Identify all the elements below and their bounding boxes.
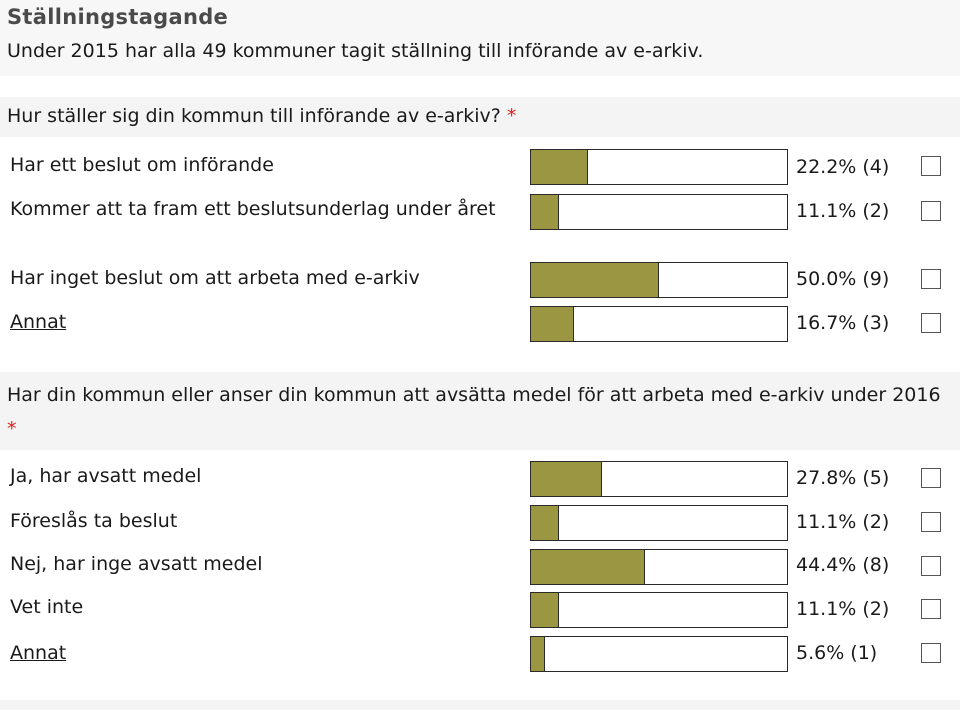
result-bar-fill [531, 150, 588, 184]
result-percentage: 44.4% (8) [796, 554, 890, 576]
option-label: Ja, har avsatt medel [10, 465, 202, 487]
result-percentage: 11.1% (2) [796, 200, 890, 222]
option-label-link[interactable]: Annat [10, 311, 67, 333]
option-checkbox[interactable] [921, 313, 941, 333]
result-bar-fill [531, 307, 574, 341]
option-checkbox[interactable] [921, 512, 941, 532]
required-mark: * [506, 105, 517, 127]
result-percentage: 11.1% (2) [796, 511, 890, 533]
section-title: Ställningstagande [7, 5, 229, 29]
question-1-header [0, 97, 960, 137]
result-bar [530, 636, 788, 672]
result-bar-fill [531, 506, 559, 540]
result-bar-fill [531, 550, 645, 584]
result-bar-fill [531, 462, 602, 496]
result-bar-fill [531, 263, 659, 297]
result-percentage: 16.7% (3) [796, 312, 890, 334]
result-bar [530, 149, 788, 185]
result-percentage: 22.2% (4) [796, 156, 890, 178]
result-bar-fill [531, 637, 545, 671]
section-description: Under 2015 har alla 49 kommuner tagit ställning till införande av e-arkiv. [7, 40, 704, 62]
option-label: Vet inte [10, 596, 84, 618]
result-percentage: 27.8% (5) [796, 467, 890, 489]
question-2-text: Har din kommun eller anser din kommun att avsätta medel för att arbeta med e-arkiv under 2016 [7, 384, 941, 406]
option-label: Föreslås ta beslut [10, 510, 178, 532]
question-2-header [0, 372, 960, 450]
option-checkbox[interactable] [921, 643, 941, 663]
option-label: Nej, har inge avsatt medel [10, 553, 263, 575]
result-bar [530, 505, 788, 541]
result-bar [530, 306, 788, 342]
result-bar [530, 262, 788, 298]
result-bar [530, 592, 788, 628]
option-label: Har ett beslut om införande [10, 154, 274, 176]
result-percentage: 11.1% (2) [796, 598, 890, 620]
option-checkbox[interactable] [921, 468, 941, 488]
option-checkbox[interactable] [921, 599, 941, 619]
result-bar-fill [531, 593, 559, 627]
option-checkbox[interactable] [921, 269, 941, 289]
result-bar [530, 549, 788, 585]
result-bar [530, 194, 788, 230]
option-checkbox[interactable] [921, 556, 941, 576]
option-label: Kommer att ta fram ett beslutsunderlag under året [10, 198, 496, 220]
option-checkbox[interactable] [921, 201, 941, 221]
required-mark: * [7, 418, 17, 440]
intro-section [0, 0, 960, 76]
section-divider [0, 700, 960, 710]
result-percentage: 5.6% (1) [796, 642, 878, 664]
option-label: Har inget beslut om att arbeta med e-arkiv [10, 267, 420, 289]
result-bar [530, 461, 788, 497]
question-1-text: Hur ställer sig din kommun till införande av e-arkiv? [7, 105, 501, 127]
option-checkbox[interactable] [921, 156, 941, 176]
result-bar-fill [531, 195, 559, 229]
option-label-link[interactable]: Annat [10, 642, 67, 664]
result-percentage: 50.0% (9) [796, 268, 890, 290]
